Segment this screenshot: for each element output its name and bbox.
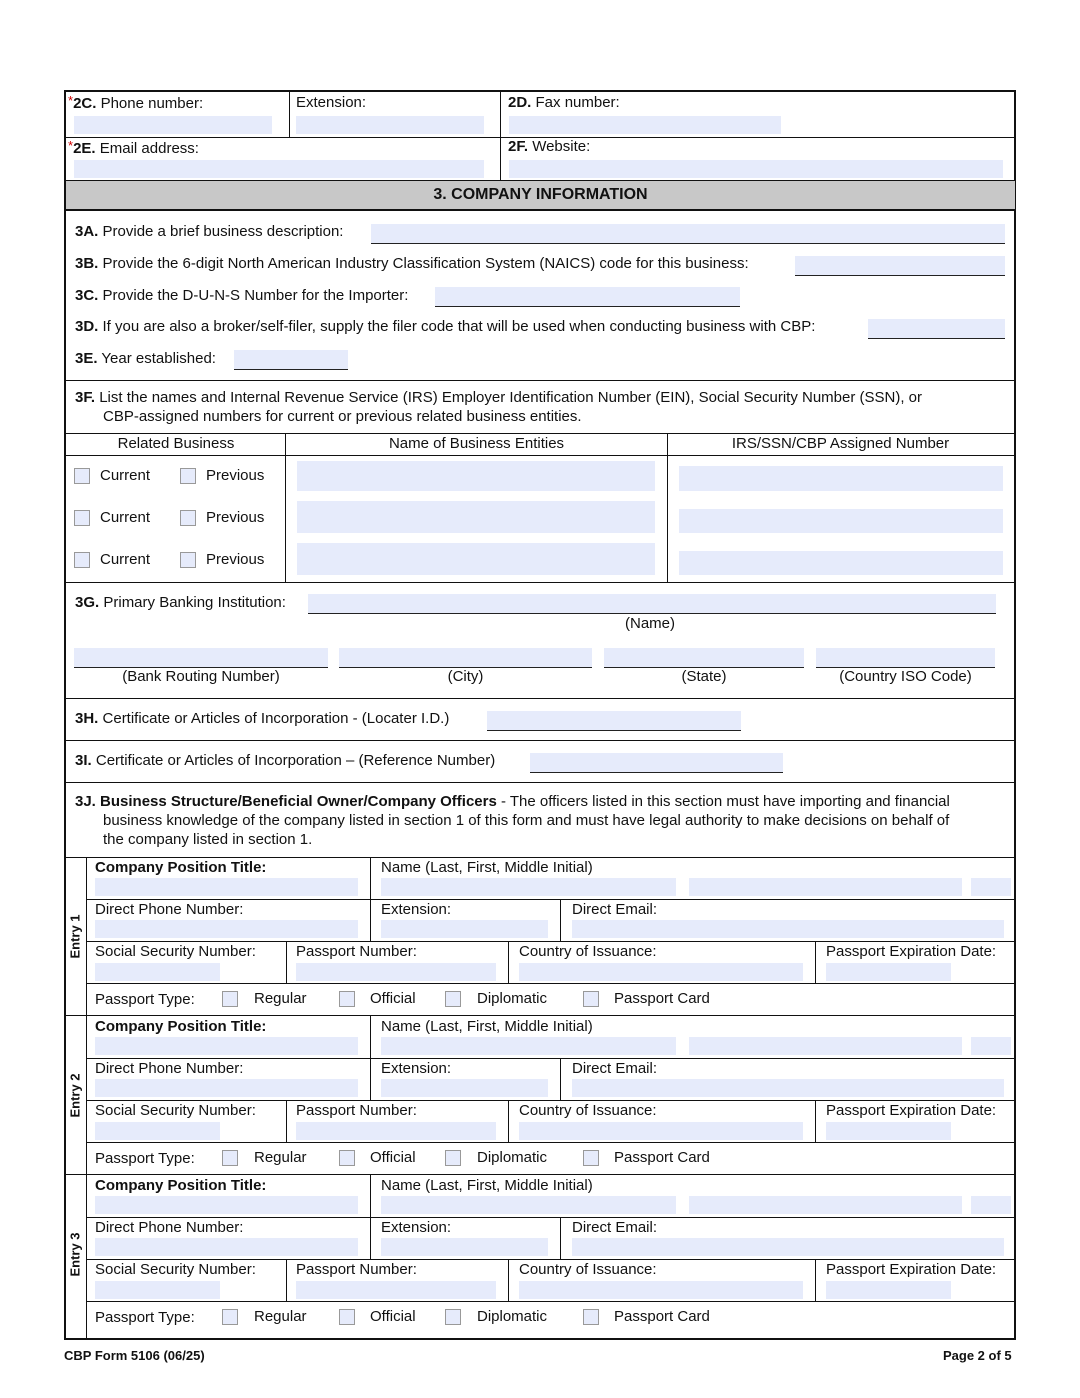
divider	[86, 941, 1016, 942]
passport-card-checkbox[interactable]	[583, 1150, 599, 1166]
q3g-label: 3G. Primary Banking Institution:	[75, 594, 286, 611]
passport-number-label: Passport Number:	[296, 943, 417, 960]
divider	[815, 1100, 816, 1142]
passport-card-label: Passport Card	[614, 990, 710, 1007]
previous-checkbox[interactable]	[180, 510, 196, 526]
col-business-entities: Name of Business Entities	[388, 435, 565, 452]
bank-country-input[interactable]	[816, 648, 995, 668]
routing-caption: (Bank Routing Number)	[122, 668, 280, 685]
passport-expiration-input[interactable]	[826, 1122, 951, 1140]
form-number: CBP Form 5106 (06/25)	[64, 1348, 205, 1363]
direct-email-label: Direct Email:	[572, 1060, 658, 1077]
divider	[370, 1058, 371, 1100]
position-title-label: Company Position Title:	[95, 1018, 267, 1035]
ssn-label: Social Security Number:	[95, 943, 256, 960]
website-label: 2F. Website:	[508, 138, 591, 155]
current-label: Current	[100, 509, 151, 526]
country-issuance-input[interactable]	[519, 1122, 803, 1140]
business-description-input[interactable]	[371, 224, 1005, 244]
city-caption: (City)	[447, 668, 484, 685]
ssn-label: Social Security Number:	[95, 1261, 256, 1278]
passport-number-label: Passport Number:	[296, 1261, 417, 1278]
passport-card-label: Passport Card	[614, 1149, 710, 1166]
position-title-input[interactable]	[95, 878, 358, 896]
divider	[86, 1100, 1016, 1101]
q3d-label: 3D. If you are also a broker/self-filer, supply the filer code that will be used when conducting business with CBP:	[75, 318, 816, 335]
name-label: Name (Last, First, Middle Initial)	[381, 859, 593, 876]
passport-expiration-label: Passport Expiration Date:	[826, 1261, 997, 1278]
bank-city-input[interactable]	[339, 648, 592, 668]
state-caption: (State)	[681, 668, 727, 685]
entity-name-input[interactable]	[297, 461, 655, 491]
extension-label: Extension:	[381, 1219, 452, 1236]
ssn-input[interactable]	[95, 963, 220, 981]
phone-input[interactable]	[74, 116, 272, 134]
q3i-label: 3I. Certificate or Articles of Incorporation – (Reference Number)	[75, 752, 496, 769]
name-label: Name (Last, First, Middle Initial)	[381, 1018, 593, 1035]
col-assigned-number: IRS/SSN/CBP Assigned Number	[731, 435, 950, 452]
passport-number-input[interactable]	[296, 1122, 496, 1140]
q3a-label: 3A. Provide a brief business description:	[75, 223, 344, 240]
q3c-label: 3C. Provide the D-U-N-S Number for the Importer:	[75, 287, 409, 304]
passport-card-label: Passport Card	[614, 1308, 710, 1325]
divider	[64, 1174, 1016, 1175]
regular-checkbox[interactable]	[222, 1309, 238, 1325]
last-name-input[interactable]	[381, 1037, 676, 1055]
regular-label: Regular	[254, 1308, 307, 1325]
divider	[286, 941, 287, 983]
name-label: Name (Last, First, Middle Initial)	[381, 1177, 593, 1194]
ssn-input[interactable]	[95, 1281, 220, 1299]
website-input[interactable]	[509, 160, 1003, 178]
passport-type-label: Passport Type:	[95, 1150, 195, 1167]
divider	[370, 857, 371, 899]
direct-phone-input[interactable]	[95, 1079, 358, 1097]
divider	[815, 1259, 816, 1301]
passport-number-input[interactable]	[296, 963, 496, 981]
passport-type-label: Passport Type:	[95, 1309, 195, 1326]
divider	[286, 1259, 287, 1301]
middle-initial-input[interactable]	[971, 1196, 1011, 1214]
diplomatic-checkbox[interactable]	[445, 991, 461, 1007]
bank-routing-input[interactable]	[74, 648, 328, 668]
divider	[370, 1016, 371, 1058]
direct-email-input[interactable]	[572, 1079, 1004, 1097]
official-checkbox[interactable]	[339, 991, 355, 1007]
q3j-text: 3J. Business Structure/Beneficial Owner/Company Officers - The officers listed in this section must have importing and financial business knowledge of the company listed in section 1 of this form and must have legal authority to make decisions on behalf of the company listed in section 1.	[75, 793, 950, 848]
assigned-number-input[interactable]	[679, 551, 1003, 575]
regular-checkbox[interactable]	[222, 1150, 238, 1166]
assigned-number-input[interactable]	[679, 509, 1003, 533]
assigned-number-input[interactable]	[679, 466, 1003, 491]
passport-card-checkbox[interactable]	[583, 991, 599, 1007]
first-name-input[interactable]	[689, 1037, 962, 1055]
official-checkbox[interactable]	[339, 1309, 355, 1325]
regular-label: Regular	[254, 1149, 307, 1166]
direct-phone-label: Direct Phone Number:	[95, 901, 244, 918]
country-issuance-label: Country of Issuance:	[519, 943, 657, 960]
diplomatic-label: Diplomatic	[477, 1149, 548, 1166]
bank-state-input[interactable]	[604, 648, 804, 668]
divider	[508, 1259, 509, 1301]
divider	[815, 941, 816, 983]
direct-phone-input[interactable]	[95, 920, 358, 938]
diplomatic-label: Diplomatic	[477, 990, 548, 1007]
first-name-input[interactable]	[689, 878, 962, 896]
first-name-input[interactable]	[689, 1196, 962, 1214]
divider	[560, 1058, 561, 1100]
position-title-label: Company Position Title:	[95, 1177, 267, 1194]
divider	[370, 1217, 371, 1259]
previous-checkbox[interactable]	[180, 468, 196, 484]
regular-checkbox[interactable]	[222, 991, 238, 1007]
fax-input[interactable]	[509, 116, 781, 134]
entity-name-input[interactable]	[297, 501, 655, 533]
fax-label: 2D. Fax number:	[508, 94, 620, 111]
divider	[508, 941, 509, 983]
direct-email-input[interactable]	[572, 1238, 1004, 1256]
divider	[560, 899, 561, 941]
passport-type-label: Passport Type:	[95, 991, 195, 1008]
current-checkbox[interactable]	[74, 510, 90, 526]
position-title-input[interactable]	[95, 1037, 358, 1055]
previous-label: Previous	[206, 509, 265, 526]
middle-initial-input[interactable]	[971, 1037, 1011, 1055]
entity-name-input[interactable]	[297, 543, 655, 575]
passport-number-input[interactable]	[296, 1281, 496, 1299]
extension-input[interactable]	[381, 1079, 548, 1097]
divider	[86, 1217, 1016, 1218]
entry-label: Entry 2	[67, 1073, 83, 1118]
passport-number-label: Passport Number:	[296, 1102, 417, 1119]
position-title-label: Company Position Title:	[95, 859, 267, 876]
last-name-input[interactable]	[381, 1196, 676, 1214]
bank-name-caption: (Name)	[625, 615, 676, 632]
current-label: Current	[100, 467, 151, 484]
middle-initial-input[interactable]	[971, 878, 1011, 896]
email-label: *2E. Email address:	[68, 138, 199, 157]
extension-input[interactable]	[296, 116, 484, 134]
country-issuance-input[interactable]	[519, 1281, 803, 1299]
entry-label: Entry 3	[67, 1232, 83, 1277]
year-established-input[interactable]	[234, 350, 348, 370]
email-input[interactable]	[74, 160, 484, 178]
regular-label: Regular	[254, 990, 307, 1007]
extension-label: Extension:	[381, 901, 452, 918]
divider	[370, 899, 371, 941]
col-related-business: Related Business	[117, 435, 235, 452]
current-checkbox[interactable]	[74, 552, 90, 568]
duns-input[interactable]	[435, 287, 740, 307]
divider	[86, 1058, 1016, 1059]
official-checkbox[interactable]	[339, 1150, 355, 1166]
current-checkbox[interactable]	[74, 468, 90, 484]
official-label: Official	[370, 990, 416, 1007]
last-name-input[interactable]	[381, 878, 676, 896]
previous-checkbox[interactable]	[180, 552, 196, 568]
divider	[86, 1259, 1016, 1260]
section-3-title: 3. COMPANY INFORMATION	[66, 181, 1015, 209]
official-label: Official	[370, 1308, 416, 1325]
q3e-label: 3E. Year established:	[75, 350, 216, 367]
ssn-input[interactable]	[95, 1122, 220, 1140]
official-label: Official	[370, 1149, 416, 1166]
q3h-label: 3H. Certificate or Articles of Incorporation - (Locater I.D.)	[75, 710, 450, 727]
country-issuance-input[interactable]	[519, 963, 803, 981]
diplomatic-checkbox[interactable]	[445, 1309, 461, 1325]
passport-expiration-input[interactable]	[826, 1281, 951, 1299]
current-label: Current	[100, 551, 151, 568]
reference-number-input[interactable]	[530, 753, 783, 773]
extension-input[interactable]	[381, 920, 548, 938]
extension-input[interactable]	[381, 1238, 548, 1256]
q3f-text: 3F. List the names and Internal Revenue Service (IRS) Employer Identification Number (EIN), Social Security Number (SSN), or CBP-assigned numbers for current or previous related business entities.	[75, 389, 923, 425]
country-issuance-label: Country of Issuance:	[519, 1102, 657, 1119]
divider	[86, 983, 1016, 984]
divider	[508, 1100, 509, 1142]
diplomatic-checkbox[interactable]	[445, 1150, 461, 1166]
direct-email-label: Direct Email:	[572, 901, 658, 918]
direct-email-label: Direct Email:	[572, 1219, 658, 1236]
passport-expiration-label: Passport Expiration Date:	[826, 1102, 997, 1119]
divider	[86, 899, 1016, 900]
naics-input[interactable]	[795, 256, 1005, 276]
divider	[86, 1142, 1016, 1143]
divider	[560, 1217, 561, 1259]
extension-label: Extension:	[296, 94, 367, 111]
direct-email-input[interactable]	[572, 920, 1004, 938]
passport-card-checkbox[interactable]	[583, 1309, 599, 1325]
divider	[370, 1175, 371, 1217]
ssn-label: Social Security Number:	[95, 1102, 256, 1119]
filer-code-input[interactable]	[868, 319, 1005, 339]
q3b-label: 3B. Provide the 6-digit North American Industry Classification System (NAICS) code for this business:	[75, 255, 749, 272]
direct-phone-label: Direct Phone Number:	[95, 1060, 244, 1077]
divider	[286, 1100, 287, 1142]
diplomatic-label: Diplomatic	[477, 1308, 548, 1325]
country-caption: (Country ISO Code)	[839, 668, 972, 685]
previous-label: Previous	[206, 467, 265, 484]
page-number: Page 2 of 5	[943, 1348, 1012, 1363]
entry-label: Entry 1	[67, 914, 83, 959]
passport-expiration-label: Passport Expiration Date:	[826, 943, 997, 960]
previous-label: Previous	[206, 551, 265, 568]
passport-expiration-input[interactable]	[826, 963, 951, 981]
divider	[64, 1015, 1016, 1016]
direct-phone-input[interactable]	[95, 1238, 358, 1256]
position-title-input[interactable]	[95, 1196, 358, 1214]
direct-phone-label: Direct Phone Number:	[95, 1219, 244, 1236]
bank-name-input[interactable]	[308, 594, 996, 614]
extension-label: Extension:	[381, 1060, 452, 1077]
divider	[86, 1301, 1016, 1302]
locater-id-input[interactable]	[487, 711, 741, 731]
phone-label: *2C. Phone number:	[68, 93, 204, 112]
country-issuance-label: Country of Issuance:	[519, 1261, 657, 1278]
